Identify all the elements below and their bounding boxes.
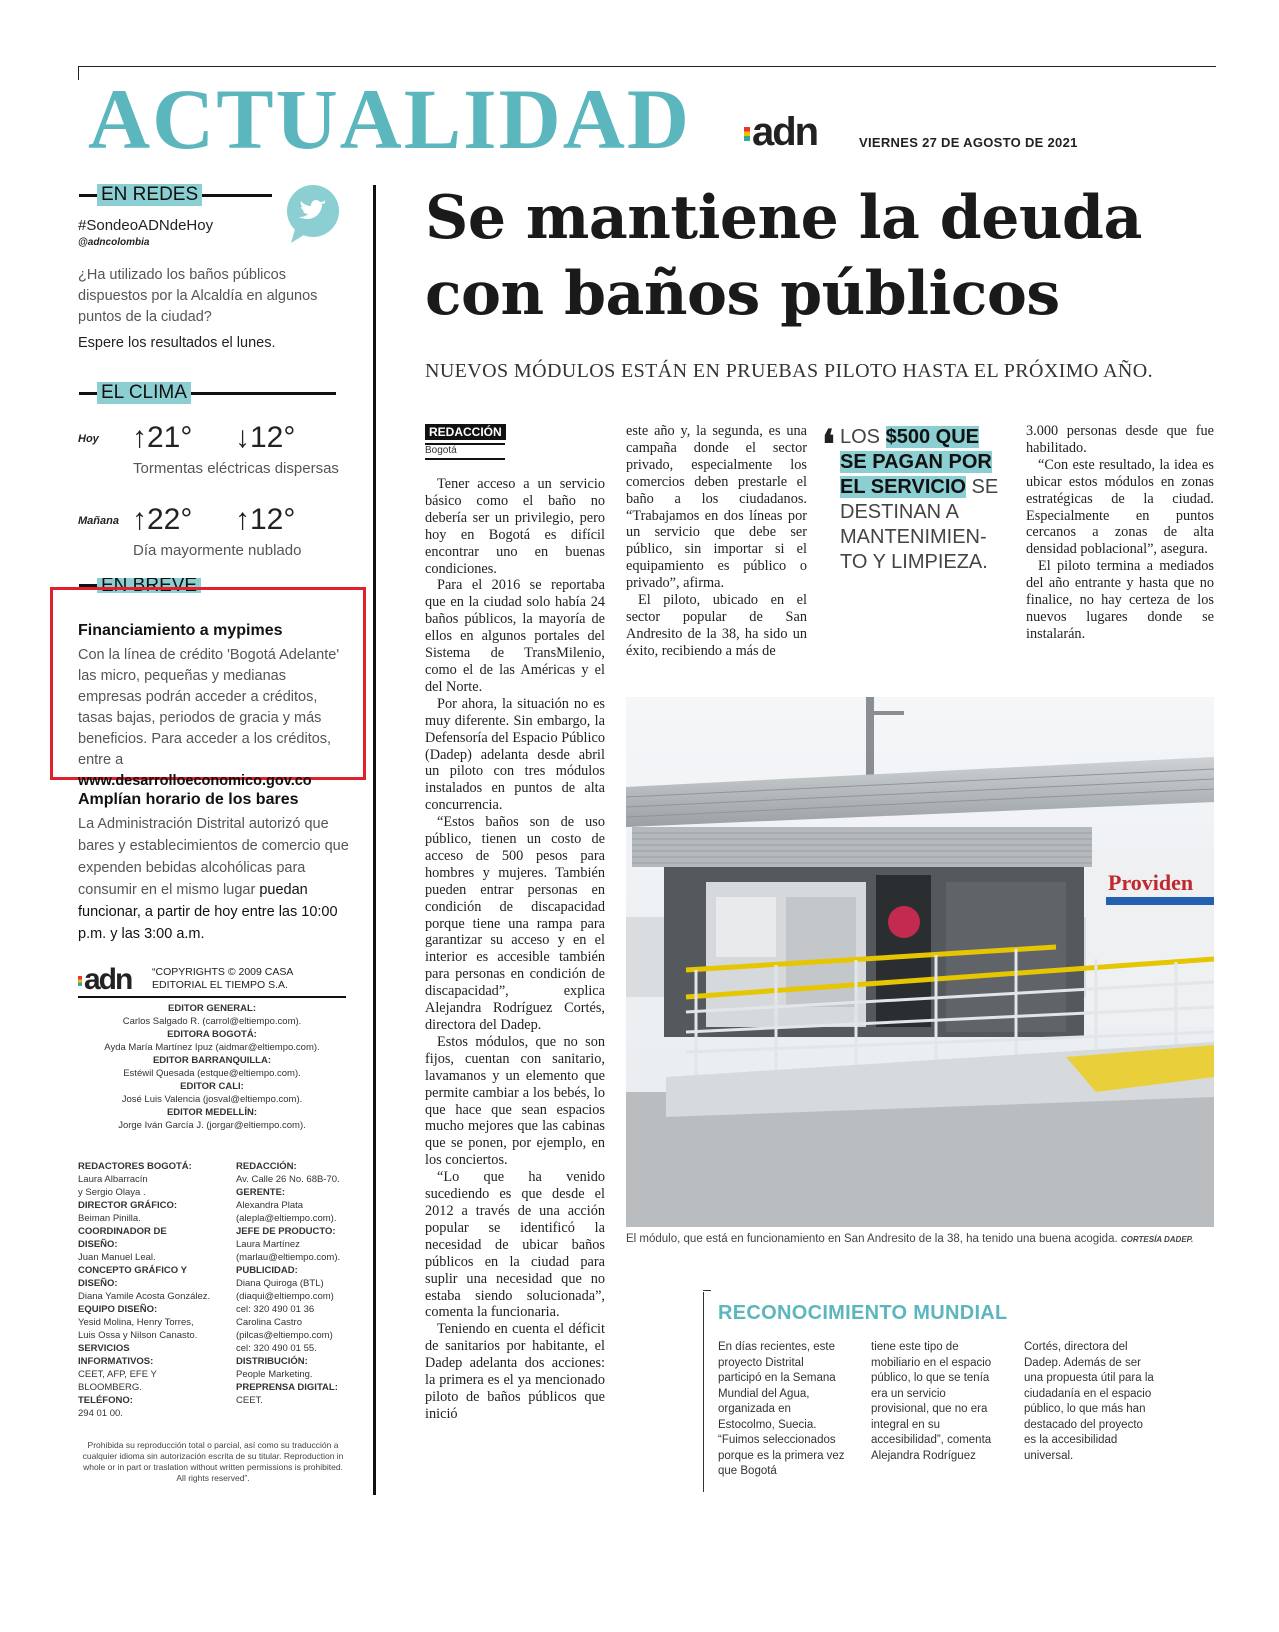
box-title: RECONOCIMIENTO MUNDIAL <box>718 1302 1008 1324</box>
temp-low: ↓12° <box>235 421 296 454</box>
twitter-handle: @adncolombia <box>78 237 150 248</box>
weather-desc: Día mayormente nublado <box>133 542 302 559</box>
article-photo <box>626 697 1214 1227</box>
legal-notice: Prohibida su reproducción total o parcial, así como su traducción a cualquier idioma sin autorización escrita de su titular. Reproduction in whole or in part or traslation without written permissions is prohibited. All rights reserved”. <box>82 1440 344 1483</box>
subheadline: NUEVOS MÓDULOS ESTÁN EN PRUEBAS PILOTO HASTA EL PRÓXIMO AÑO. <box>425 360 1154 382</box>
copyright: “COPYRIGHTS © 2009 CASA EDITORIAL EL TIEMPO S.A. <box>152 966 293 991</box>
poll-question: ¿Ha utilizado los baños públicos dispuestos por la Alcaldía en algunos puntos de la ciudad? <box>78 267 318 325</box>
top-rule <box>78 66 1216 67</box>
temp-low: ↑12° <box>235 503 296 536</box>
breve-title: Amplían horario de los bares <box>78 791 299 808</box>
temp-high: ↑21° <box>132 421 193 454</box>
breve-link[interactable]: www.desarrolloeconomico.gov.co <box>78 773 312 789</box>
section-title: ACTUALIDAD <box>88 71 691 167</box>
article-column-3: 3.000 personas desde que fue habilitado. “Con este resultado, la idea es ubicar estos módulos en zonas estratégicas de la ciudad. Especialmente en puntos cercanos a zonas de alta densidad poblacional”, asegura. El piloto termina a mediados del año entrante y hasta que no finalice, no hay certeza de los nuevos lugares donde se instalarán. <box>1026 423 1214 642</box>
pull-quote: ❛ LOS $500 QUE SE PAGAN POR EL SERVICIO SE DESTINAN A MANTENIMIEN-TO Y LIMPIEZA. <box>822 422 999 573</box>
hashtag: #SondeoADNdeHoy <box>78 217 214 234</box>
breve-body: La Administración Distrital autorizó que bares y establecimientos de comercio que expenden bebidas alcohólicas para consumir en el mismo lugar puedan funcionar, a partir de hoy entre las 10:00 p.m. y las 3:00 a.m. <box>78 816 349 942</box>
column-divider <box>373 185 376 1495</box>
breve-body: Con la línea de crédito 'Bogotá Adelante' las micro, pequeñas y medianas empresas podrán acceder a créditos, tasas bajas, periodos de gracia y más beneficios. Para acceder a los créditos, entre a www.desarrolloeconomico.gov.co <box>78 647 340 789</box>
quote-mark-icon: ❛ <box>822 422 835 467</box>
weather-day: Hoy <box>78 433 99 445</box>
clima-heading: EL CLIMA <box>79 382 349 404</box>
logo-mark-icon <box>78 976 82 986</box>
photo-caption: El módulo, que está en funcionamiento en San Andresito de la 38, ha tenido una buena acogida. CORTESÍA DADEP. <box>626 1233 1194 1245</box>
issue-date: VIERNES 27 DE AGOSTO DE 2021 <box>859 135 1078 150</box>
staff-right: REDACCIÓN: Av. Calle 26 No. 68B-70. GERENTE: Alexandra Plata (alepla@eltiempo.com). JEFE DE PRODUCTO: Laura Martínez (marlau@eltiempo.com). PUBLICIDAD: Diana Quiroga (BTL) (diaqui@eltiempo.com) cel: 320 490 01 36 Carolina Castro (pilcas@eltiempo.com) cel: 320 490 01 55. DISTRIBUCIÓN: People Marketing. PREPRENSA DIGITAL: CEET. <box>236 1161 341 1406</box>
headline: Se mantiene la deuda con baños públicos <box>425 183 1142 329</box>
byline: REDACCIÓN Bogotá <box>425 423 506 460</box>
temp-high: ↑22° <box>132 503 193 536</box>
weather-day: Mañana <box>78 515 119 527</box>
poll-note: Espere los resultados el lunes. <box>78 335 276 351</box>
adn-logo: adn <box>744 112 817 152</box>
article-column-1: Tener acceso a un servicio básico como el baño no debería ser un privilegio, pero hoy en Bogotá es difícil encontrar uno en buenas condiciones. Para el 2016 se reportaba que en la ciudad solo había 24 baños públicos, la mayoría de ellos en algunos portales del Sistema de TransMilenio, como el de las Américas y el del Norte. Por ahora, la situación no es muy diferente. Sin embargo, la Defensoría del Espacio Público (Dadep) adelanta desde abril un piloto con tres módulos instalados en puntos de alta concurrencia. “Estos baños son de uso público, tienen un costo de acceso de 500 pesos para hombres y mujeres. También pueden entrar personas en condición de discapacidad porque tiene una rampa para garantizar su acceso y en el interior es accesible también para personas en condición de discapacidad”, explica Alejandra Rodríguez Cortés, directora del Dadep. Estos módulos, que no son fijos, cuentan con sanitario, lavamanos y un elemento que permite cambiar a los bebés, lo que hace que sean espacios mucho mejores que las cabinas que se ponen, por ejemplo, en los conciertos. “Lo que ha venido sucediendo es que desde el 2012 a través de una acción popular se identificó la necesidad de ubicar baños públicos en la ciudad para suplir una necesidad que no estaba siendo solucionada”, comenta la funcionaria. Teniendo en cuenta el déficit de sanitarios por habitante, el Dadep adelanta dos acciones: la primera es el ya mencionado piloto de baños públicos que inició <box>425 476 605 1422</box>
box-column-1: En días recientes, este proyecto Distrital participó en la Semana Mundial del Agua, organizada en Estocolmo, Suecia. “Fuimos seleccionados porque es la primera vez que Bogotá <box>718 1341 845 1477</box>
breve-heading: EN BREVE <box>79 578 349 593</box>
redes-heading: EN REDES <box>79 184 349 206</box>
twitter-icon <box>285 185 341 241</box>
logo-mark-icon <box>744 127 750 141</box>
breve-title: Financiamiento a mypimes <box>78 622 283 639</box>
staff-left: REDACTORES BOGOTÁ: Laura Albarracín y Sergio Olaya . DIRECTOR GRÁFICO: Beiman Pinilla. COORDINADOR DE DISEÑO: Juan Manuel Leal. CONCEPTO GRÁFICO Y DISEÑO: Diana Yamile Acosta González. EQUIPO DISEÑO: Yesid Molina, Henry Torres, Luis Ossa y Nilson Canasto. SERVICIOS INFORMATIVOS: CEET, AFP, EFE Y BLOOMBERG. TELÉFONO: 294 01 00. <box>78 1161 211 1419</box>
adn-logo: adn <box>78 965 131 995</box>
weather-desc: Tormentas eléctricas dispersas <box>133 460 339 477</box>
box-column-2: tiene este tipo de mobiliario en el espacio público, lo que se tenía era un servicio provisional, que no era integral en su accesibilidad”, comenta Alejandra Rodríguez <box>871 1341 992 1462</box>
rule <box>78 996 346 998</box>
editors-list: EDITOR GENERAL: Carlos Salgado R. (carrol@eltiempo.com). EDITORA BOGOTÁ: Ayda María Martínez Ipuz (aidmar@eltiempo.com). EDITOR BARRANQUILLA: Estéwil Quesada (estque@eltiempo.com). EDITOR CALI: José Luis Valencia (josval@eltiempo.com). EDITOR MEDELLÍN: Jorge Iván García J. (jorgar@eltiempo.com). <box>104 1003 320 1131</box>
top-rule-tick <box>78 66 79 80</box>
box-corner <box>703 1290 711 1291</box>
box-column-3: Cortés, directora del Dadep. Además de ser una propuesta útil para la ciudadanía en el espacio público, lo que más han destacado del proyecto es la accesibilidad universal. <box>1024 1341 1154 1462</box>
svg-text:Providen: Providen <box>1108 870 1194 895</box>
article-column-2: este año y, la segunda, es una campaña donde el sector privado, especialmente los comercios deben prestarle el baño a los ciudadanos. “Trabajamos en dos líneas por un servicio que debe ser público, sin importar si el equipamiento es público o privado”, afirma. El piloto, ubicado en el sector popular de San Andresito de la 38, ha sido un éxito, recibiendo a más de <box>626 423 807 659</box>
